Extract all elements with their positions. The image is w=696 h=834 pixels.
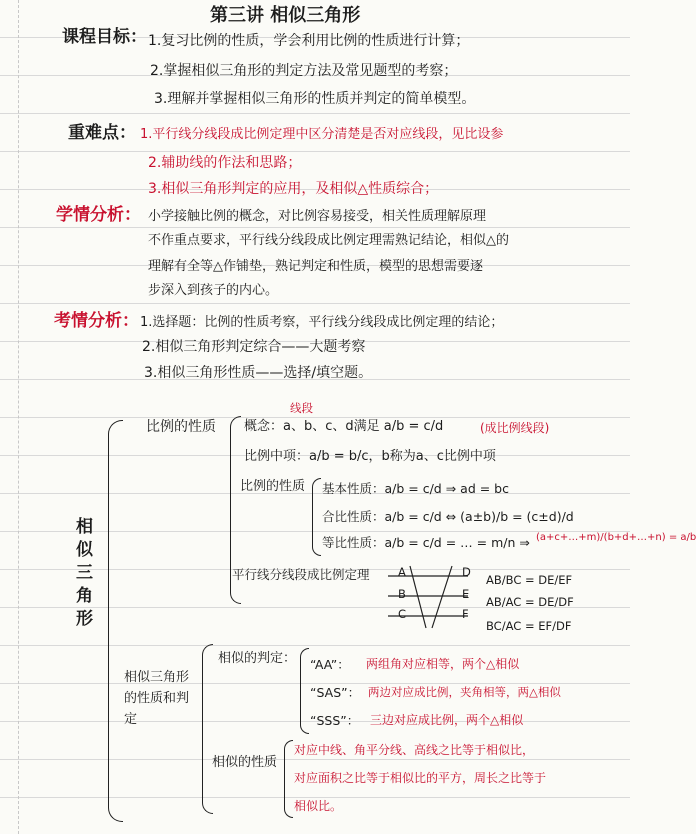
formula-1: AB/BC = DE/EF [486, 573, 573, 587]
combine-property: 合比性质：a/b = c/d ⇔ (a±b)/b = (c±d)/d [322, 509, 574, 524]
property-line-2: 对应面积之比等于相似比的平方，周长之比等于 [294, 771, 547, 785]
property-bracket [284, 740, 293, 818]
mean-proportion: 比例中项：a/b = b/c，b称为a、c比例中项 [244, 449, 496, 464]
point-f: F [462, 607, 469, 621]
learning-line-4: 步深入到孩子的内心。 [148, 283, 279, 298]
exam-analysis-label: 考情分析： [54, 311, 139, 331]
course-goal-2: 2.掌握相似三角形的判定方法及常见题型的考察； [150, 63, 458, 79]
equal-property: 等比性质：a/b = c/d = … = m/n ⇒ [322, 535, 530, 550]
learning-line-1: 小学接触比例的概念，对比例容易接受，相关性质理解原理 [148, 209, 487, 224]
parallel-theorem: 平行线分线段成比例定理 [232, 567, 370, 582]
exam-item-1: 1.选择题：比例的性质考察，平行线分线段成比例定理的结论； [140, 315, 504, 330]
basic-property: 基本性质：a/b = c/d ⇒ ad = bc [322, 481, 509, 496]
rule-sas-text: 两边对应成比例，夹角相等，两△相似 [368, 685, 561, 699]
branch2-bracket [202, 644, 213, 814]
key-points-label: 重难点： [68, 123, 136, 143]
judge-label: 相似的判定： [218, 651, 297, 666]
point-d: D [462, 565, 471, 579]
key-point-1: 1.平行线分线段成比例定理中区分清楚是否对应线段，见比设参 [140, 127, 504, 142]
concept-annotation: 线段 [290, 401, 313, 415]
concept-note: (成比例线段) [480, 421, 550, 435]
rule-sss-key: “SSS”： [310, 713, 360, 728]
formula-2: AB/AC = DE/DF [486, 595, 574, 609]
property-label: 相似的性质 [212, 755, 278, 770]
page-title: 第三讲 相似三角形 [210, 5, 361, 26]
branch1-label: 比例的性质 [146, 419, 216, 435]
point-a: A [398, 565, 406, 579]
parallel-lines-figure [380, 566, 472, 630]
course-goals-label: 课程目标： [62, 27, 147, 47]
equal-property-result: (a+c+…+m)/(b+d+…+n) = a/b [536, 532, 696, 543]
rule-aa-text: 两组角对应相等，两个△相似 [366, 657, 520, 671]
exam-item-3: 3.相似三角形性质——选择/填空题。 [144, 365, 373, 381]
judge-bracket [300, 648, 309, 734]
rule-sss-text: 三边对应成比例，两个△相似 [370, 713, 524, 727]
formula-3: BC/AC = EF/DF [486, 619, 572, 633]
point-c: C [398, 607, 407, 621]
rule-sas-key: “SAS”： [310, 685, 361, 700]
learning-line-2: 不作重点要求，平行线分线段成比例定理需熟记结论，相似△的 [148, 233, 509, 248]
property-line-1: 对应中线、角平分线、高线之比等于相似比， [294, 743, 535, 757]
learning-analysis-label: 学情分析： [56, 205, 141, 225]
mindmap-root: 相似三角形 [76, 517, 93, 629]
learning-line-3: 理解有全等△作铺垫，熟记判定和性质，模型的思想需要逐 [148, 259, 483, 274]
point-e: E [462, 587, 470, 601]
key-point-2: 2.辅助线的作法和思路； [148, 155, 302, 171]
props-bracket [312, 478, 321, 556]
rule-aa-key: “AA”： [310, 657, 350, 672]
course-goal-1: 1.复习比例的性质，学会利用比例的性质进行计算； [148, 33, 470, 49]
exam-item-2: 2.相似三角形判定综合——大题考察 [142, 339, 366, 355]
point-b: B [398, 587, 406, 601]
key-point-3: 3.相似三角形判定的应用，及相似△性质综合； [148, 181, 439, 197]
props-label: 比例的性质 [240, 479, 306, 494]
concept-line: 概念：a、b、c、d满足 a/b = c/d [244, 419, 444, 434]
margin-line [18, 0, 20, 834]
property-line-3: 相似比。 [294, 799, 343, 813]
course-goal-3: 3.理解并掌握相似三角形的性质并判定的简单模型。 [154, 91, 476, 107]
branch2-label: 相似三角形的性质和判定 [124, 670, 190, 727]
root-bracket [108, 420, 123, 822]
